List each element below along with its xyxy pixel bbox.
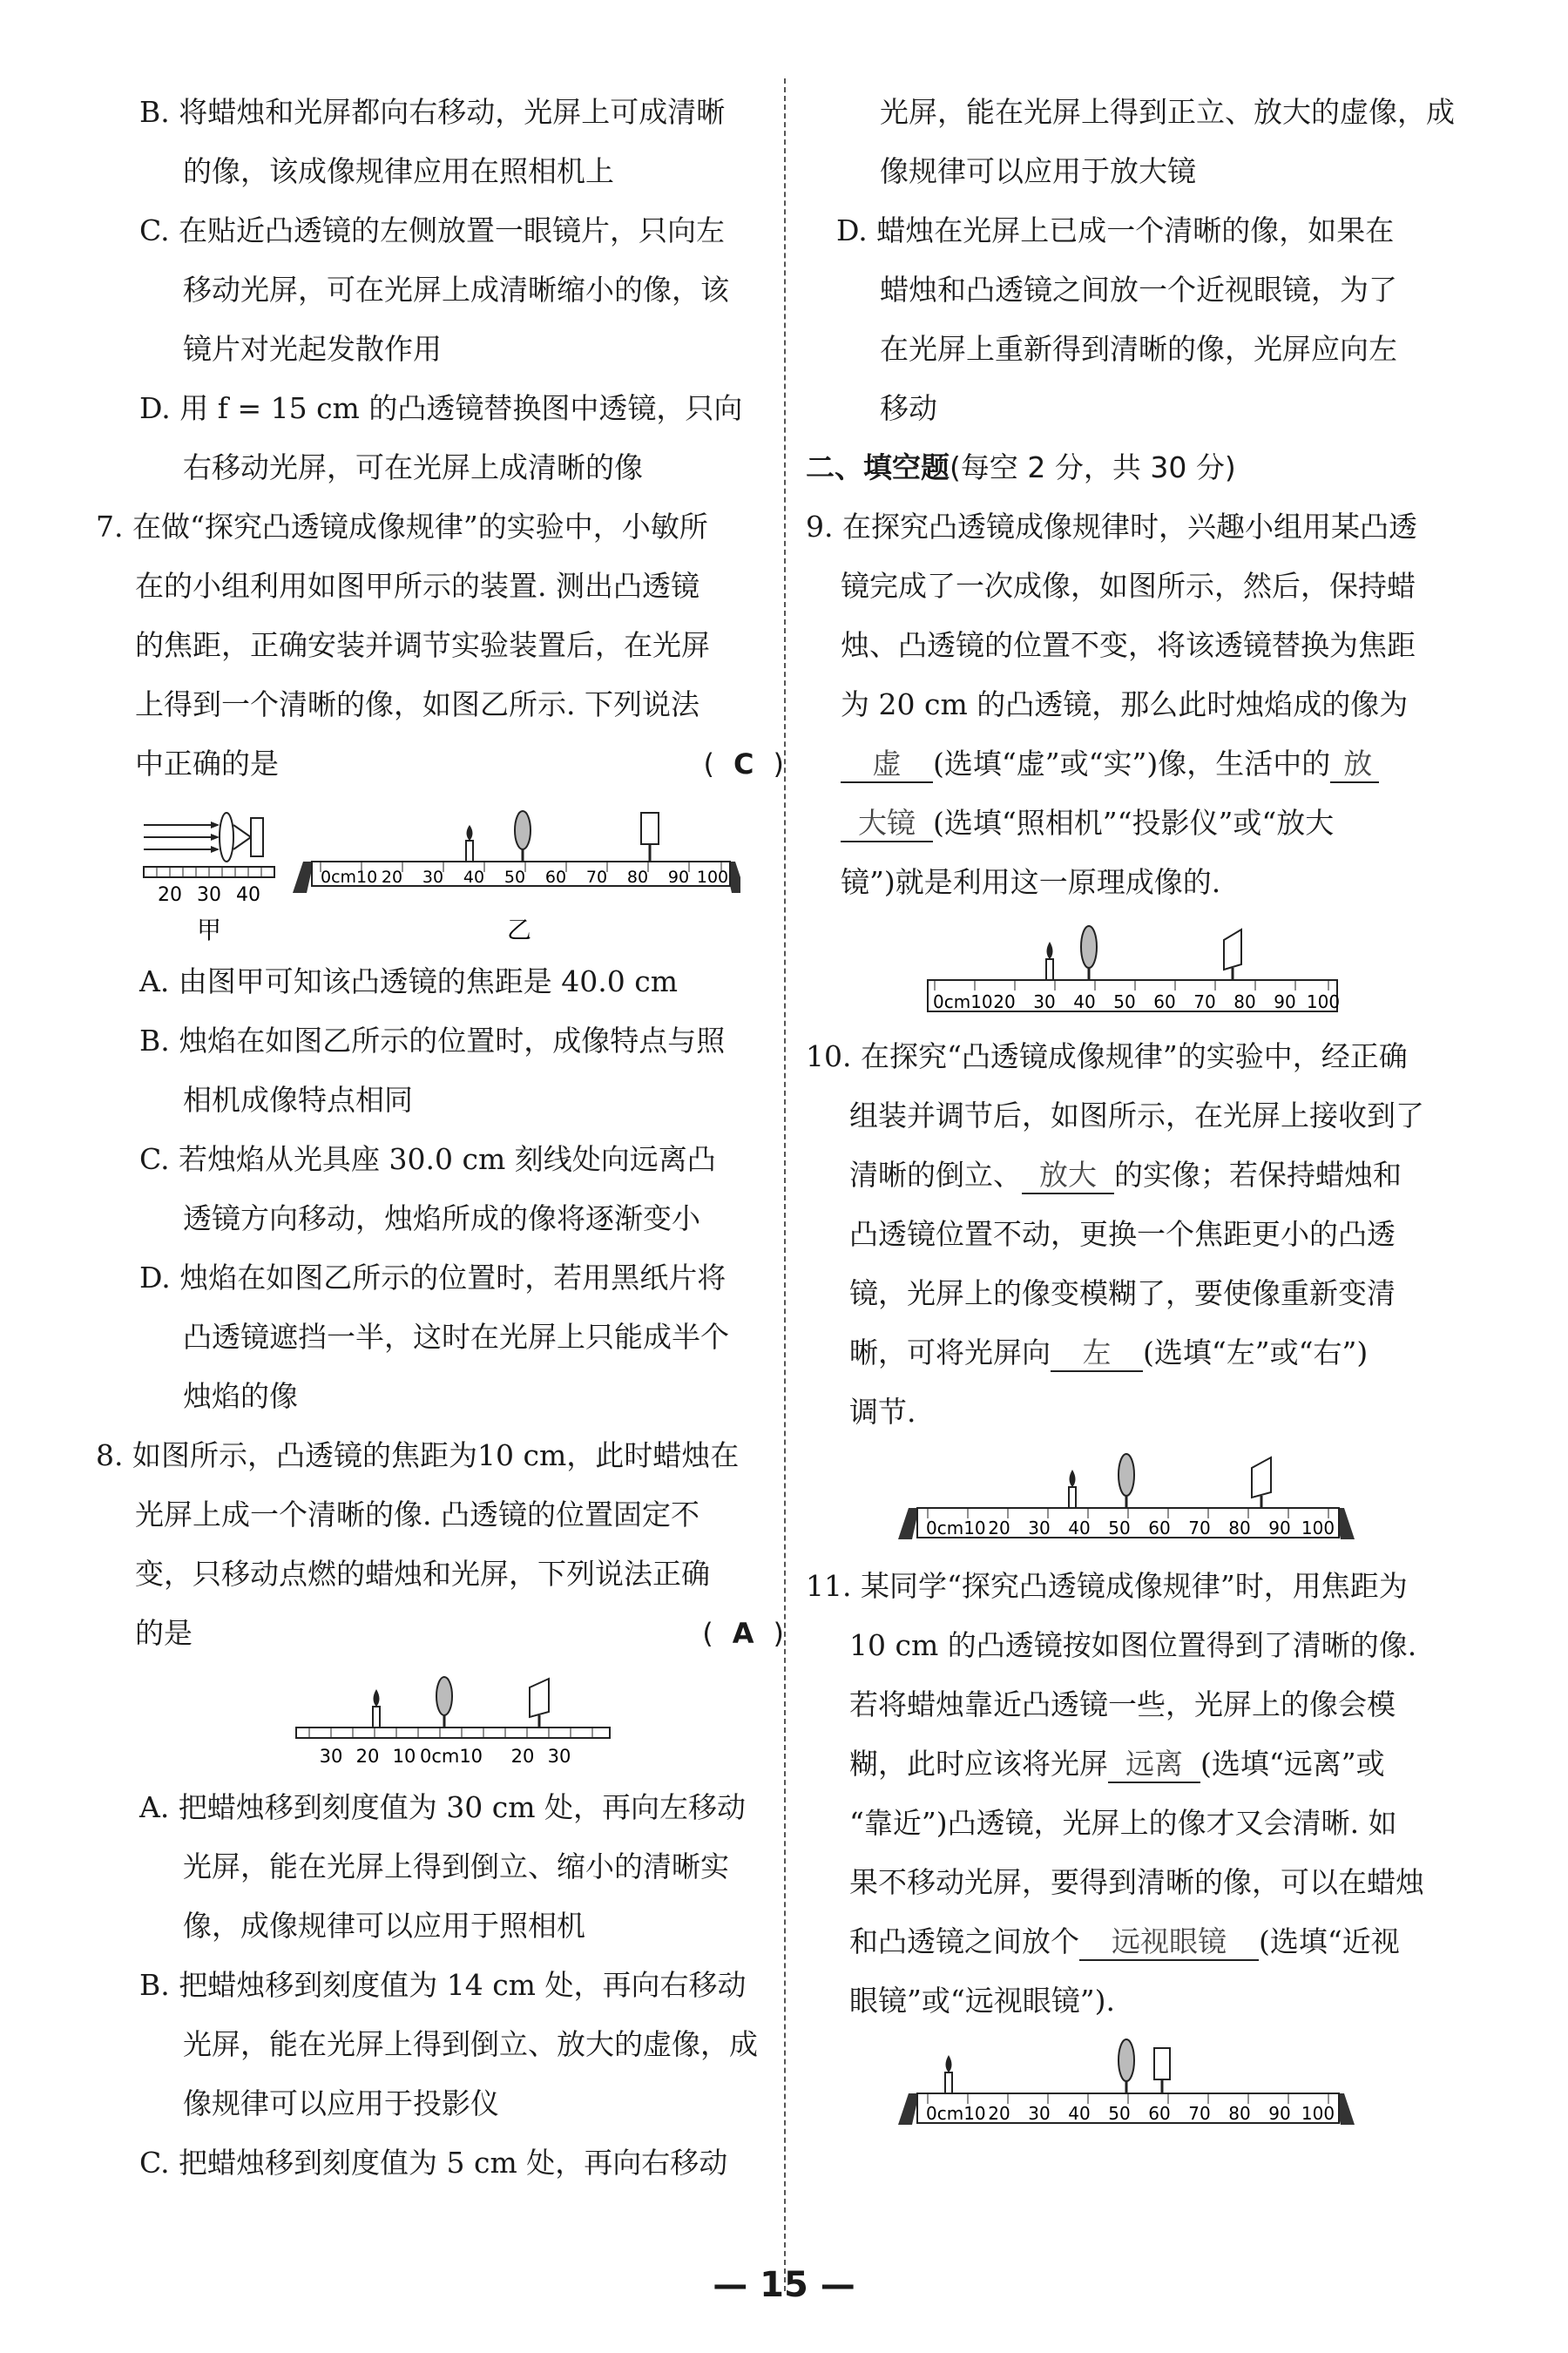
tick-label: 60 [544,868,567,887]
tick-label: 100 [1301,2103,1335,2124]
candle-icon [373,1707,380,1728]
q10-blank-1[interactable]: 放大 [1022,1158,1114,1194]
tick-label: 100 [1306,991,1341,1012]
caption-jia: 甲 [196,916,222,944]
tick-label: 30 [1028,1518,1051,1538]
text-line: 右移动光屏，可在光屏上成清晰的像 [183,450,643,484]
screen-icon [530,1679,549,1717]
q10-blank-2[interactable]: 左 [1051,1335,1143,1372]
tick-label: 100 [696,868,729,887]
q8-option-c: C. 把蜡烛移到刻度值为 5 cm 处，再向右移动 [139,2146,728,2180]
tick-label: 90 [667,868,690,887]
screen-icon [1252,1457,1271,1498]
text-line: 烛焰的像 [183,1379,298,1413]
text-span: 糊，此时应该将光屏 [849,1747,1108,1781]
tick-label: 50 [1108,2103,1131,2124]
text-line: 镜片对光起发散作用 [183,332,442,366]
q8-option-b: B. 把蜡烛移到刻度值为 14 cm 处，再向右移动 [139,1968,747,2002]
text-span: 的实像；若保持蜡烛和 [1114,1158,1402,1192]
text-span: (选填“照相机”“投影仪”或“放大 [933,806,1335,840]
tick-label: 30 [319,1746,343,1767]
tick-label: 60 [1148,2103,1171,2124]
q8-figure [96,1668,740,1773]
question-7 [96,497,784,1426]
section-note: (每空 2 分，共 30 分) [950,450,1236,484]
text-line: 像，成像规律可以应用于照相机 [183,1909,585,1943]
q8-stem: 光屏上成一个清晰的像. 凸透镜的位置固定不 [135,1498,700,1531]
text-line: 蜡烛和凸透镜之间放一个近视眼镜，为了 [880,273,1397,307]
flame-icon [1047,942,1053,959]
lens-icon [1119,1454,1134,1496]
q8-answer: A [732,1617,754,1650]
q10-figure [806,1447,1494,1552]
q9-blank-2[interactable]: 放 [1330,747,1379,783]
tick-label: 20 [510,1746,535,1767]
question-9 [806,497,1494,1022]
text-line: C. 在贴近凸透镜的左侧放置一眼镜片，只向左 [139,213,726,247]
q7-stem: 上得到一个清晰的像，如图乙所示. 下列说法 [135,687,700,721]
q11-blank-2[interactable]: 远视眼镜 [1079,1924,1259,1961]
lens-icon [436,1677,452,1715]
text-line: 光屏，能在光屏上得到正立、放大的虚像，成 [880,95,1455,129]
tick-label: 40 [1068,2103,1091,2124]
text-line: 像规律可以应用于投影仪 [183,2086,499,2120]
lens-icon [515,811,531,849]
tick-label: 90 [1274,991,1296,1012]
tick-label: 80 [1228,2103,1251,2124]
fig-jia-lens-setup [144,813,274,944]
q7-stem: 7. 在做“探究凸透镜成像规律”的实验中，小敏所 [96,510,708,544]
tick-label: 50 [1108,1518,1131,1538]
page-number: — 15 — [713,2265,855,2305]
tick-label: 10 [392,1746,416,1767]
tick-label: 50 [504,868,526,887]
flame-icon [1070,1470,1076,1487]
text-line: 凸透镜位置不动，更换一个焦距更小的凸透 [849,1217,1396,1251]
q9-blank-2-cont[interactable]: 大镜 [841,806,933,842]
question-11 [806,1557,1494,2140]
text-line: 为 20 cm 的凸透镜，那么此时烛焰成的像为 [841,687,1409,721]
text-line: 镜，光屏上的像变模糊了，要使像重新变清 [849,1276,1396,1310]
text-line: 镜完成了一次成像，如图所示，然后，保持蜡 [841,569,1416,603]
q7-option-b: B. 烛焰在如图乙所示的位置时，成像特点与照 [139,1024,726,1058]
q8-stem: 8. 如图所示，凸透镜的焦距为10 cm，此时蜡烛在 [96,1438,740,1472]
q7-option-c: C. 若烛焰从光具座 30.0 cm 刻线处向远离凸 [139,1142,716,1176]
candle-icon [1046,959,1053,980]
tick-label: 0cm10 [926,1518,986,1538]
candle-icon [945,2072,952,2093]
q7-option-d: D. 烛焰在如图乙所示的位置时，若用黑纸片将 [139,1261,727,1295]
text-span: 晰，可将光屏向 [849,1335,1051,1369]
section-heading [806,438,1494,497]
q7-answer: C [733,747,754,781]
text-line: 移动 [880,391,937,425]
text-span: 和凸透镜之间放个 [849,1924,1079,1958]
q9-figure [806,917,1494,1022]
tick-label: 30 [547,1746,571,1767]
text-line: 若将蜡烛靠近凸透镜一些，光屏上的像会模 [849,1687,1396,1721]
section-title: 二、填空题 [806,450,950,484]
tick-label: 20 [158,884,182,906]
tick-label: 50 [1113,991,1136,1012]
tick-label: 70 [1188,2103,1211,2124]
tick-label: 0cm10 [419,1746,483,1767]
tick-label: 60 [1148,1518,1171,1538]
caption-yi: 乙 [506,916,532,944]
text-line: 透镜方向移动，烛焰所成的像将逐渐变小 [183,1201,700,1235]
q8-option-d: D. 蜡烛在光屏上已成一个清晰的像，如果在 [836,213,1395,247]
tick-label: 70 [1193,991,1216,1012]
tick-label: 40 [236,884,260,906]
text-line: 移动光屏，可在光屏上成清晰缩小的像，该 [183,273,729,307]
flame-icon [374,1689,380,1707]
text-span: 清晰的倒立、 [849,1158,1022,1192]
tick-label: 30 [197,884,221,906]
text-line: 光屏，能在光屏上得到倒立、放大的虚像，成 [183,2027,758,2061]
tick-label: 0cm10 [321,868,378,887]
text-line: “靠近”)凸透镜，光屏上的像才又会清晰. 如 [849,1806,1397,1840]
text-line: 9. 在探究凸透镜成像规律时，兴趣小组用某凸透 [806,510,1417,544]
screen-icon [641,813,659,844]
text-line: 10. 在探究“凸透镜成像规律”的实验中，经正确 [806,1039,1408,1073]
tick-label: 30 [422,868,444,887]
q11-blank-1[interactable]: 远离 [1108,1747,1200,1783]
tick-label: 40 [1073,991,1096,1012]
flame-icon [467,825,473,841]
q7-figure [96,799,740,947]
q6-option-d [139,379,784,497]
lens-icon [1119,2039,1134,2081]
text-line: B. 将蜡烛和光屏都向右移动，光屏上可成清晰 [139,95,726,129]
text-line: 像规律可以应用于放大镜 [880,154,1196,188]
q11-figure [806,2036,1494,2140]
q9-blank-1[interactable]: 虚 [841,747,933,783]
tick-label: 0cm10 [926,2103,986,2124]
question-10 [806,1027,1494,1552]
q7-stem: 的焦距，正确安装并调节实验装置后，在光屏 [135,628,710,662]
tick-label: 90 [1268,1518,1291,1538]
text-line: 凸透镜遮挡一半，这时在光屏上只能成半个 [183,1320,729,1354]
q7-stem: 在的小组利用如图甲所示的装置. 测出凸透镜 [135,569,700,603]
answer-bracket: ( A ) [702,1604,784,1663]
tick-label: 80 [1228,1518,1251,1538]
text-span: (选填“远离”或 [1200,1747,1385,1781]
tick-label: 40 [463,868,485,887]
q7-option-a: A. 由图甲可知该凸透镜的焦距是 40.0 cm [139,964,679,998]
text-line: 调节. [849,1395,916,1429]
tick-label: 30 [1033,991,1056,1012]
question-8 [96,1426,784,2193]
tick-label: 100 [1301,1518,1335,1538]
text-line: 光屏，能在光屏上得到倒立、缩小的清晰实 [183,1849,729,1883]
text-line: 镜”)就是利用这一原理成像的. [841,865,1221,899]
text-line: 的像，该成像规律应用在照相机上 [183,154,614,188]
text-line: 眼镜”或“远视眼镜”). [849,1984,1115,2018]
candle-icon [466,841,473,862]
right-column [806,83,1494,2146]
q8-stem: 的是 [135,1616,193,1650]
text-line: 相机成像特点相同 [183,1083,413,1117]
fig-yi-optical-bench [293,811,740,944]
text-span: (选填“近视 [1259,1924,1400,1958]
tick-label: 80 [1233,991,1256,1012]
tick-label: 20 [355,1746,380,1767]
q8-option-a: A. 把蜡烛移到刻度值为 30 cm 处，再向左移动 [139,1790,747,1824]
tick-label: 70 [585,868,608,887]
tick-label: 20 [993,991,1016,1012]
tick-label: 60 [1153,991,1176,1012]
q6-option-c [139,201,784,379]
text-line: 10 cm 的凸透镜按如图位置得到了清晰的像. [849,1628,1417,1662]
text-span: (选填“左”或“右”) [1143,1335,1369,1369]
column-divider [784,78,786,2291]
q8-stem: 变，只移动点燃的蜡烛和光屏，下列说法正确 [135,1557,710,1591]
q7-stem: 中正确的是 [135,747,279,781]
screen-icon [1224,930,1241,970]
tick-label: 80 [626,868,649,887]
text-line: 果不移动光屏，要得到清晰的像，可以在蜡烛 [849,1865,1424,1899]
text-line: 在光屏上重新得到清晰的像，光屏应向左 [880,332,1397,366]
answer-bracket: ( C ) [704,734,784,794]
candle-icon [1069,1487,1076,1508]
lens-icon [1081,926,1097,968]
tick-label: 20 [381,868,403,887]
text-line: 组装并调节后，如图所示，在光屏上接收到了 [849,1099,1424,1133]
q6-option-b [139,83,784,201]
text-line: 11. 某同学“探究凸透镜成像规律”时，用焦距为 [806,1569,1408,1603]
text-span: (选填“虚”或“实”)像，生活中的 [933,747,1331,781]
tick-label: 20 [988,2103,1010,2124]
text-line: 烛、凸透镜的位置不变，将该透镜替换为焦距 [841,628,1416,662]
tick-label: 30 [1028,2103,1051,2124]
tick-label: 90 [1268,2103,1291,2124]
tick-label: 20 [988,1518,1010,1538]
tick-label: 70 [1188,1518,1211,1538]
left-column [96,83,784,2193]
flame-icon [946,2055,952,2072]
tick-label: 0cm10 [933,991,993,1012]
screen-icon [1154,2048,1170,2079]
text-line: D. 用 f = 15 cm 的凸透镜替换图中透镜，只向 [139,391,743,425]
tick-label: 40 [1068,1518,1091,1538]
